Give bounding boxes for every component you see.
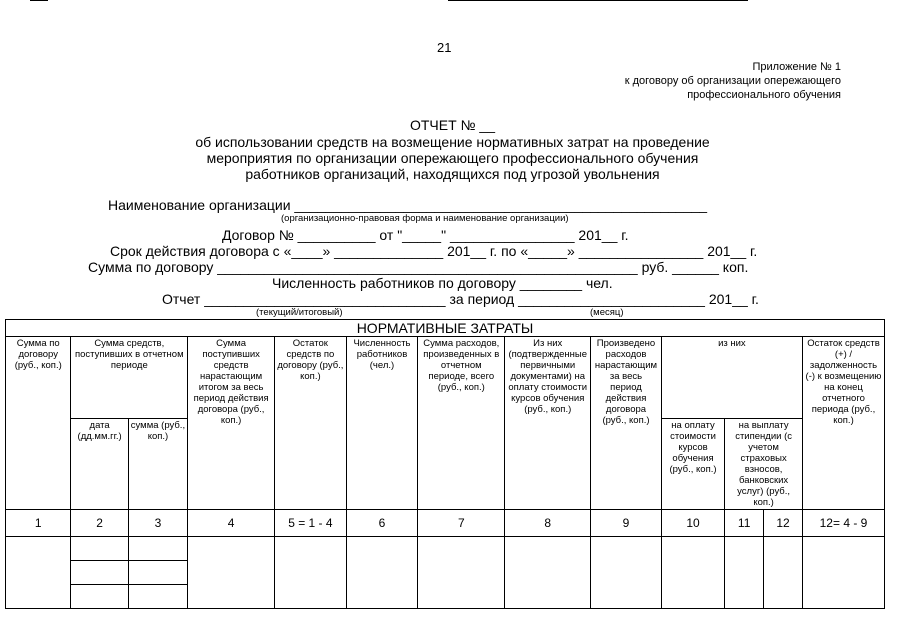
- col-header-11-12: на выплату стипендии (с учетом страховых взносов, банковских услуг) (руб., коп.): [725, 419, 803, 510]
- report-subtitle-2: мероприятия по организации опережающего профессионального обучения: [206, 150, 699, 166]
- data-cell: [71, 561, 128, 585]
- normative-costs-table: [5, 319, 885, 609]
- top-rule-right: [448, 0, 748, 1]
- col-number: 10: [661, 510, 724, 537]
- data-cell: [505, 537, 591, 609]
- term-line: Срок действия договора с «____» ______________ 201__ г. по «_____» ________________ 201__ г.: [110, 243, 758, 259]
- col-header-2-3: Сумма средств, поступивших в отчетном периоде: [71, 337, 188, 419]
- month-hint: (месяц): [590, 307, 624, 318]
- data-cell: [71, 537, 128, 561]
- col-header-7: Сумма расходов, произведенных в отчетном периоде, всего (руб., коп.): [418, 337, 505, 510]
- workers-line: Численность работников по договору ________ чел.: [272, 275, 613, 291]
- data-cell: [764, 537, 803, 609]
- col-header-9: Произведено расходов нарастающим за весь период действия договора (руб., коп.): [591, 337, 662, 510]
- org-name-hint: (организационно-правовая форма и наименование организации): [281, 213, 569, 224]
- sum-line: Сумма по договору ______________________________________________________ руб. ______ коп.: [88, 259, 749, 275]
- col-header-5: Остаток средств по договору (руб., коп.): [275, 337, 347, 510]
- appendix-line-3: профессионального обучения: [687, 89, 841, 101]
- data-cell: [418, 537, 505, 609]
- data-cell: [802, 537, 884, 609]
- report-title: ОТЧЕТ № __: [409, 117, 496, 133]
- top-rule-left: [30, 0, 48, 1]
- col-number: 12: [764, 510, 803, 537]
- data-cell: [128, 561, 187, 585]
- report-period-line: Отчет _______________________________ за период ________________________ 201__ г.: [162, 291, 759, 307]
- data-cell: [188, 537, 275, 609]
- col-number: 5 = 1 - 4: [275, 510, 347, 537]
- data-cell: [725, 537, 764, 609]
- appendix-note: [625, 60, 841, 102]
- page-number: 21: [437, 40, 452, 55]
- appendix-line-2: к договору об организации опережающего: [624, 75, 841, 87]
- table-header: НОРМАТИВНЫЕ ЗАТРАТЫ: [6, 320, 885, 337]
- data-cell: [275, 537, 347, 609]
- col-number: 6: [346, 510, 418, 537]
- col-header-3: сумма (руб., коп.): [128, 419, 187, 510]
- data-cell: [128, 585, 187, 609]
- col-number: 2: [71, 510, 128, 537]
- col-number: 1: [6, 510, 71, 537]
- report-type-hint: (текущий/итоговый): [256, 307, 343, 318]
- col-number: 11: [725, 510, 764, 537]
- col-number: 7: [418, 510, 505, 537]
- col-header-1: Сумма по договору (руб., коп.): [6, 337, 71, 510]
- data-cell: [591, 537, 662, 609]
- col-number: 12= 4 - 9: [802, 510, 884, 537]
- data-cell: [661, 537, 724, 609]
- col-number: 9: [591, 510, 662, 537]
- col-header-4: Сумма поступивших средств нарастающим итогом за весь период действия договора (руб., коп.): [188, 337, 275, 510]
- report-subtitle-1: об использовании средств на возмещение нормативных затрат на проведение: [195, 134, 710, 150]
- data-cell: [6, 537, 71, 609]
- col-header-2: дата (дд.мм.гг.): [71, 419, 128, 510]
- data-cell: [346, 537, 418, 609]
- col-header-10: на оплату стоимости курсов обучения (руб., коп.): [661, 419, 724, 510]
- org-name-line: Наименование организации _____________________________________________________: [108, 197, 708, 213]
- col-number: 8: [505, 510, 591, 537]
- data-cell: [128, 537, 187, 561]
- report-subtitle-3: работников организаций, находящихся под угрозой увольнения: [245, 166, 660, 182]
- contract-line: Договор № __________ от "_____" ________________ 201__ г.: [222, 227, 629, 243]
- col-number: 3: [128, 510, 187, 537]
- col-header-10-12: из них: [661, 337, 802, 419]
- col-header-12-balance: Остаток средств (+) / задолженность (-) к возмещению на конец отчетного периода (руб., коп.): [802, 337, 884, 510]
- col-header-6: Численность работников (чел.): [346, 337, 418, 510]
- col-header-8: Из них (подтвержденные первичными документами) на оплату стоимости курсов обучения (руб., коп.): [505, 337, 591, 510]
- data-cell: [71, 585, 128, 609]
- col-number: 4: [188, 510, 275, 537]
- appendix-line-1: Приложение № 1: [752, 61, 841, 73]
